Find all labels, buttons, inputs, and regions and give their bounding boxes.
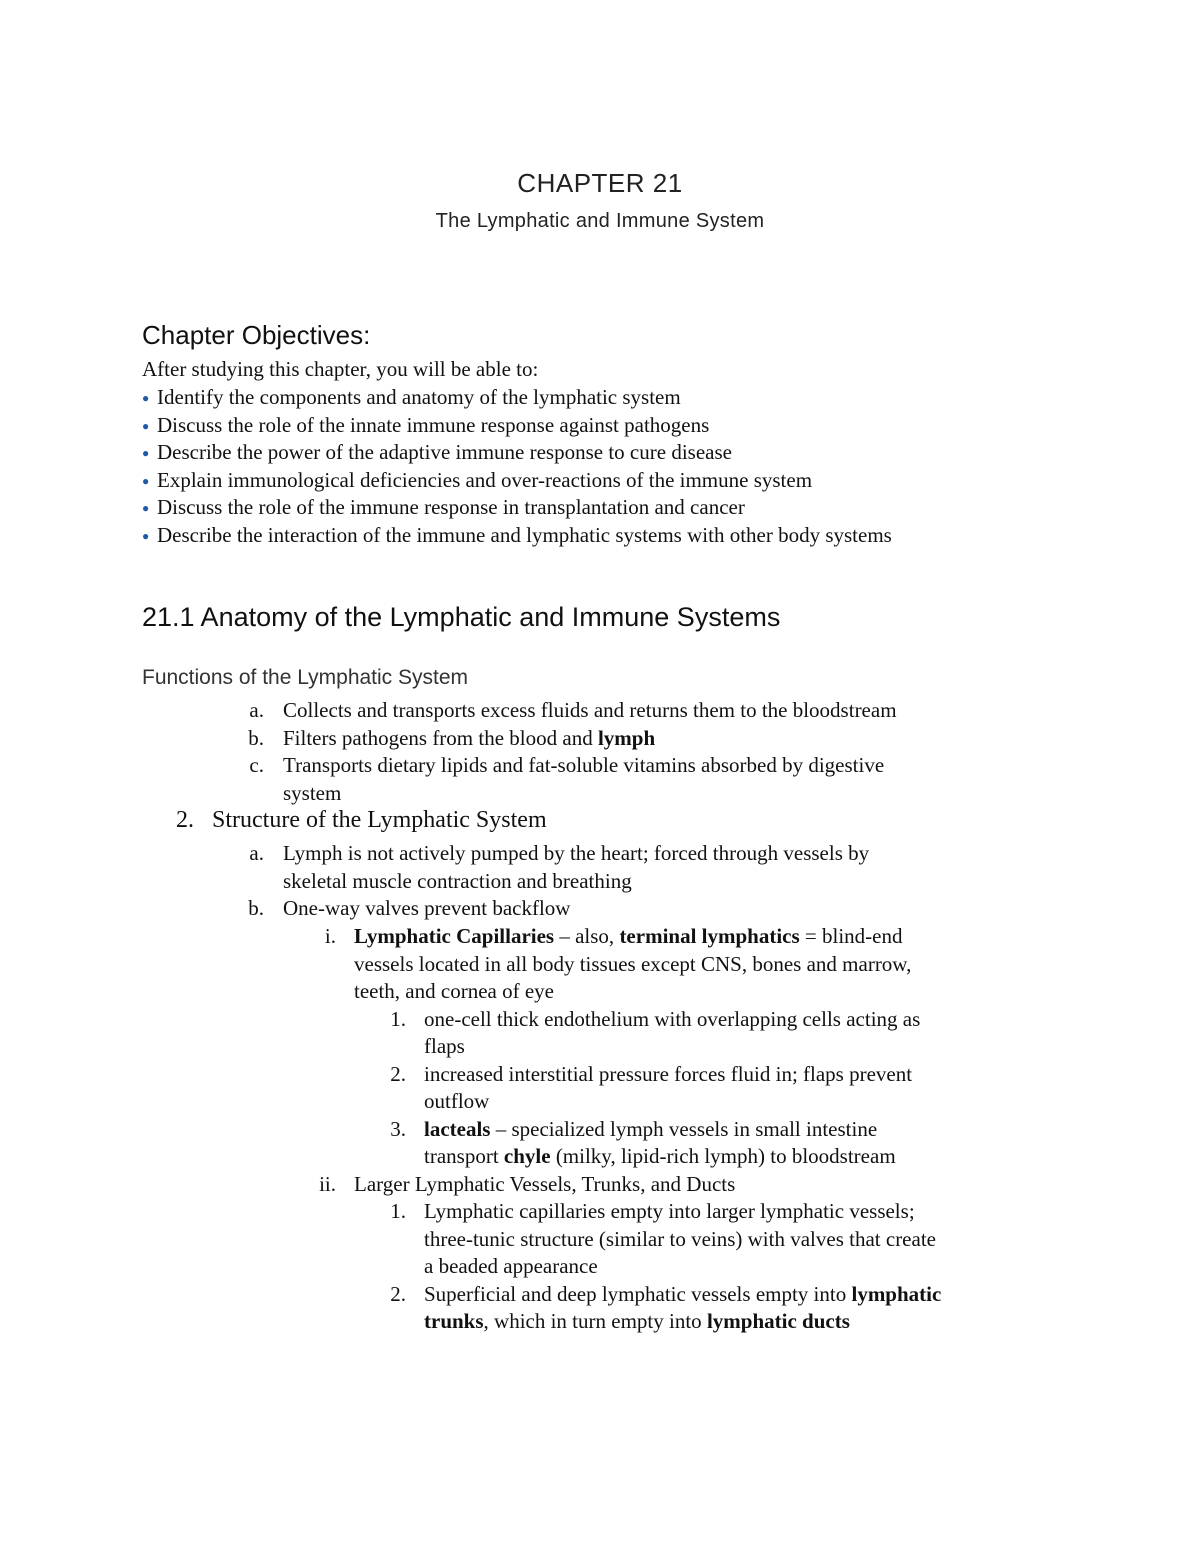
objectives-intro: After studying this chapter, you will be able to: — [142, 357, 539, 381]
list-marker: 2. — [390, 1061, 406, 1086]
list-marker: 1. — [390, 1006, 406, 1031]
objectives-block — [142, 356, 1142, 550]
subitem-text: increased interstitial pressure forces fluid in; flaps prevent — [424, 1061, 913, 1086]
list-marker: b. — [248, 725, 264, 750]
structure-text: skeletal muscle contraction and breathing — [283, 868, 632, 893]
list-item — [142, 494, 1142, 522]
list-marker: c. — [249, 753, 264, 777]
text-run: – also, — [554, 924, 620, 948]
bold-term: chyle — [503, 1144, 551, 1168]
function-text: Collects and transports excess fluids and returns them to the bloodstream — [283, 698, 897, 722]
text-run: = blind-end — [799, 924, 903, 948]
bullet-icon: ● — [142, 391, 150, 405]
subitem-text: outflow — [424, 1089, 490, 1113]
subitem-text — [424, 1143, 896, 1171]
list-item — [142, 522, 1142, 550]
list-marker: i. — [324, 924, 336, 948]
list-marker: 2. — [390, 1281, 406, 1306]
objective-text: Explain immunological deficiencies and over-reactions of the immune system — [157, 467, 813, 492]
subitem-text: flaps — [424, 1034, 465, 1058]
text-run: (milky, lipid-rich lymph) to bloodstream — [550, 1144, 896, 1168]
subitem-text: a beaded appearance — [424, 1254, 598, 1278]
bold-term: lacteals — [424, 1116, 491, 1141]
subitem-text — [424, 1308, 850, 1336]
list-item — [142, 467, 1142, 495]
bullet-icon: ● — [142, 446, 150, 461]
objective-text: Discuss the role of the innate immune response against pathogens — [157, 412, 710, 437]
text-run: transport — [424, 1144, 504, 1168]
function-text: system — [283, 780, 342, 805]
structure-text: Lymph is not actively pumped by the heart; forced through vessels by — [283, 841, 870, 865]
text-run: – specialized lymph vessels in small intestine — [490, 1116, 878, 1141]
subitem-text — [424, 1116, 877, 1144]
subitem-text — [424, 1281, 941, 1309]
list-marker: a. — [249, 841, 264, 865]
larger-vessels-text: Larger Lymphatic Vessels, Trunks, and Ducts — [354, 1171, 736, 1196]
bullet-icon: ● — [142, 418, 150, 433]
bullet-icon: ● — [142, 473, 150, 488]
list-item — [142, 384, 1142, 412]
capillaries-text: vessels located in all body tissues except CNS, bones and marrow, — [354, 951, 912, 976]
structure-heading-text: Structure of the Lymphatic System — [212, 807, 547, 833]
list-marker: b. — [248, 896, 264, 920]
function-text — [283, 725, 655, 753]
structure-text: One-way valves prevent backflow — [283, 896, 571, 920]
list-marker: a. — [249, 698, 264, 722]
list-marker: 2. — [176, 807, 194, 833]
objective-text: Identify the components and anatomy of the lymphatic system — [157, 385, 681, 409]
list-marker: ii. — [319, 1171, 336, 1196]
objective-text: Describe the power of the adaptive immune response to cure disease — [157, 440, 732, 465]
objective-text: Discuss the role of the immune response in transplantation and cancer — [157, 495, 745, 520]
subitem-text: one-cell thick endothelium with overlapping cells acting as — [424, 1006, 921, 1031]
function-text: Transports dietary lipids and fat-soluble vitamins absorbed by digestive — [283, 753, 885, 777]
text-run: Superficial and deep lymphatic vessels empty into — [424, 1281, 852, 1306]
section-heading: 21.1 Anatomy of the Lymphatic and Immune Systems — [142, 602, 781, 632]
bullet-icon: ● — [142, 528, 150, 543]
list-item — [142, 412, 1142, 440]
capillaries-text: teeth, and cornea of eye — [354, 979, 554, 1003]
list-item — [142, 439, 1142, 467]
bold-term: lymph — [597, 725, 656, 750]
chapter-title: CHAPTER 21 — [517, 168, 683, 198]
functions-heading: Functions of the Lymphatic System — [142, 666, 469, 689]
list-marker: 3. — [390, 1116, 406, 1141]
objective-text: Describe the interaction of the immune and lymphatic systems with other body systems — [157, 522, 892, 547]
bold-term: Lymphatic Capillaries — [354, 924, 555, 948]
bold-term: trunks — [424, 1309, 484, 1333]
capillaries-text — [354, 923, 903, 951]
bold-term: terminal lymphatics — [619, 924, 800, 948]
text-run: , which in turn empty into — [483, 1309, 707, 1333]
objectives-list — [142, 384, 1142, 550]
objectives-heading: Chapter Objectives: — [142, 320, 371, 350]
list-marker: 1. — [390, 1199, 406, 1223]
subitem-text: Lymphatic capillaries empty into larger lymphatic vessels; — [424, 1199, 915, 1223]
bold-term: lymphatic — [851, 1281, 942, 1306]
bullet-icon: ● — [142, 501, 150, 516]
text-run: Filters pathogens from the blood and — [283, 725, 598, 750]
chapter-subtitle: The Lymphatic and Immune System — [435, 210, 765, 232]
bold-term: lymphatic ducts — [706, 1309, 850, 1333]
subitem-text: three-tunic structure (similar to veins) with valves that create — [424, 1226, 936, 1251]
